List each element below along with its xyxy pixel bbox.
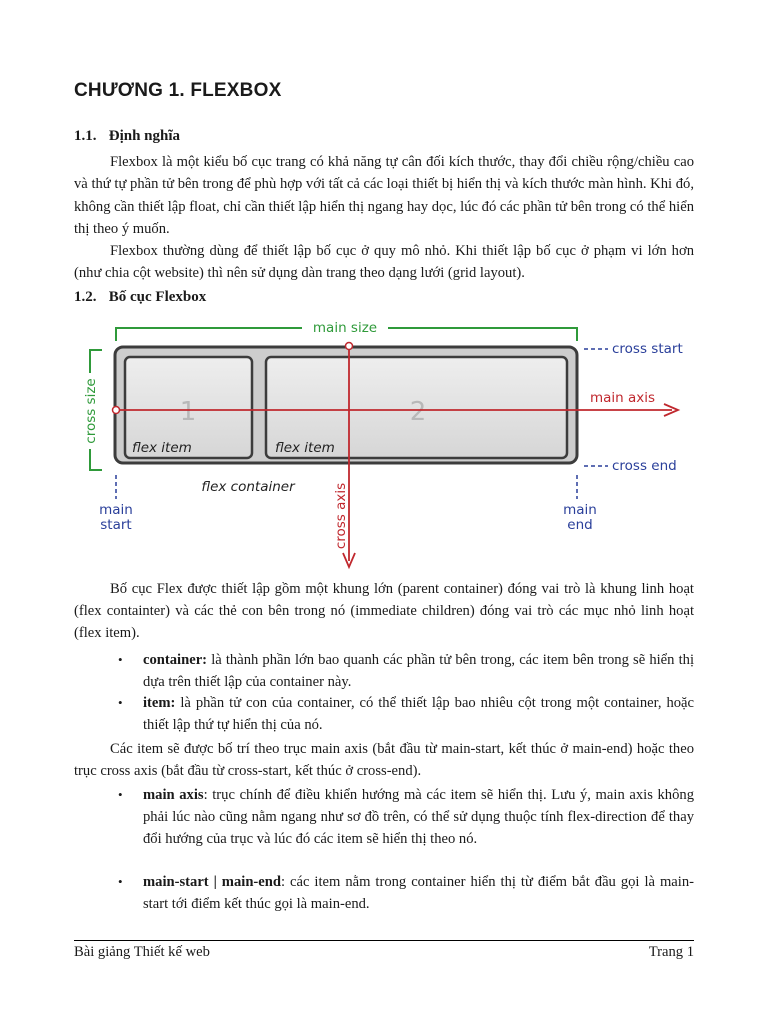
flex-item-2-label: flex item [275, 440, 335, 456]
bullet-term: container: [143, 652, 208, 668]
flex-layout-paragraph: Bố cục Flex được thiết lập gồm một khung lớn (parent container) đóng vai trò là khung linh hoạt (flex containter) và các thẻ con bên trong nó (immediate children) đóng vai trò các mục nhỏ linh hoạt (flex item). [74, 581, 694, 641]
cross-axis-label: cross axis [333, 482, 349, 550]
axes-paragraph: Các item sẽ được bố trí theo trục main axis (bắt đầu từ main-start, kết thúc ở main-end) hoặc theo trục cross axis (bắt đầu từ cross-start, kết thúc ở cross-end). [74, 741, 694, 779]
bullet-main-start-end [118, 871, 694, 915]
bullet-term: main axis [143, 787, 204, 803]
cross-start-line [584, 349, 608, 466]
flex-container-label: flex container [201, 479, 295, 495]
footer-page-number: Trang 1 [648, 944, 694, 960]
section-heading-layout [74, 289, 206, 306]
bullet-dot: • [118, 695, 123, 710]
flex-item-1-label: flex item [132, 440, 192, 456]
chapter-title: CHƯƠNG 1. FLEXBOX [74, 80, 282, 101]
bullet-text: : trục chính để điều khiển hướng mà các item sẽ hiển thị. Lưu ý, main axis không phải lúc nào cũng nằm ngang như sơ đồ trên, có thể sử dụng thuộc tính flex-direction để thay đổi hướng của trục và lúc đó các item sẽ hiển thị theo nó. [143, 787, 694, 847]
section-title: Bố cục Flexbox [108, 289, 207, 305]
bullet-text: : các item nằm trong container hiển thị từ điểm bắt đầu gọi là main-start tới điểm kết thúc gọi là main-end. [143, 874, 694, 912]
section-heading-definition [74, 128, 180, 145]
section-number: 1.2. [74, 289, 97, 305]
bullet-text: là thành phần lớn bao quanh các phần tử bên trong, các item bên trong sẽ hiển thị dựa trên thiết lập của container này. [143, 652, 694, 690]
flex-item-1-number: 1 [179, 397, 197, 427]
bullet-term: item: [143, 695, 176, 711]
main-start-label-2: start [100, 517, 132, 533]
bullet-container [118, 649, 694, 693]
flex-item-2-number: 2 [409, 397, 427, 427]
section-title: Định nghĩa [108, 128, 181, 144]
bullet-dot: • [118, 787, 123, 802]
definition-paragraph-2: Flexbox thường dùng để thiết lập bố cục ở quy mô nhỏ. Khi thiết lập bố cục ở phạm vi lớn hơn (như chia cột website) thì nên sử dụng dàn trang theo dạng lưới (grid layout). [74, 243, 694, 282]
cross-size-label: cross size [83, 378, 99, 444]
bullet-dot: • [118, 652, 123, 667]
footer-divider [74, 940, 694, 941]
bullet-term: main-start | main-end [143, 874, 281, 890]
footer-course-title: Bài giảng Thiết kế web [74, 944, 210, 960]
bullet-item [118, 692, 694, 736]
main-axis-label: main axis [590, 390, 656, 406]
main-start-label-1: main [99, 502, 133, 518]
flexbox-diagram [72, 313, 712, 573]
section-number: 1.1. [74, 128, 97, 144]
definition-paragraph-1: Flexbox là một kiểu bố cục trang có khả năng tự cân đối kích thước, thay đổi chiều rộng/chiều cao và thứ tự phần tử bên trong để phù hợp với tất cả các loại thiết bị hiển thị và kích thước màn hình. Khi đó, không cần thiết lập float, chỉ cần thiết lập hiển thị ngang hay dọc, lúc đó các phần tử bên trong có thể hiển thị theo ý muốn. [74, 154, 694, 238]
main-size-label: main size [312, 320, 378, 336]
cross-start-label: cross start [612, 341, 683, 357]
cross-end-label: cross end [612, 458, 677, 474]
bullet-text: là phần tử con của container, có thể thiết lập bao nhiêu cột trong một container, hoặc thiết lập thứ tự hiển thị của nó. [143, 695, 694, 733]
bullet-main-axis [118, 784, 694, 850]
main-end-label-2: end [567, 517, 593, 533]
bullet-dot: • [118, 874, 123, 889]
main-end-label-1: main [563, 502, 597, 518]
